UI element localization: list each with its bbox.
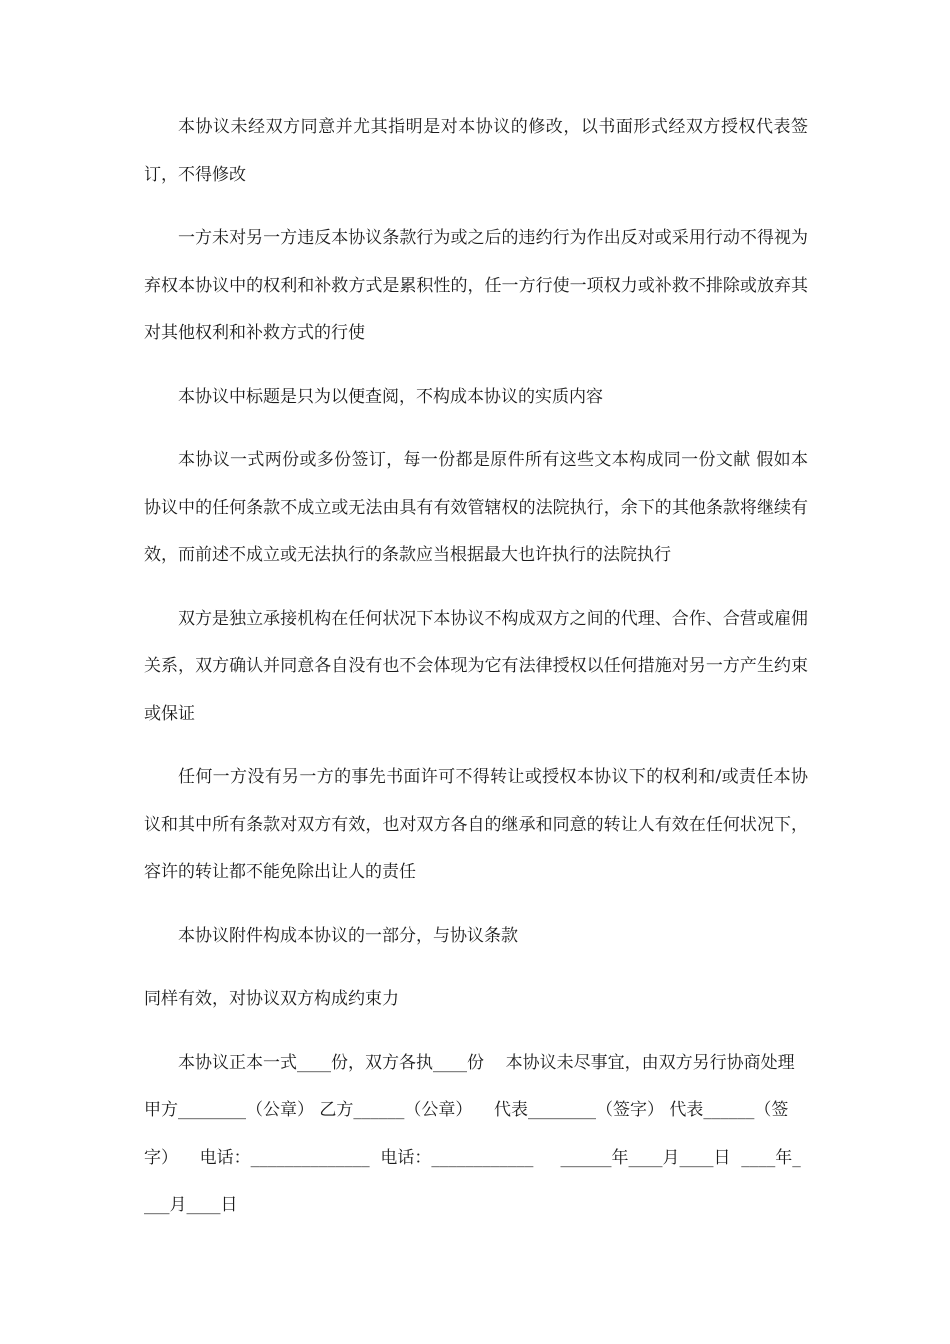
- clause-assignment: 任何一方没有另一方的事先书面许可不得转让或授权本协议下的权利和/或责任本协议和其中所有条款对双方有效，也对双方各自的继承和同意的转让人有效在任何状况下，容许的转让都不能免除出让人的责任: [144, 767, 808, 882]
- clause-headings: 本协议中标题是只为以便查阅，不构成本协议的实质内容: [178, 386, 603, 407]
- clause-annex: 本协议附件构成本协议的一部分，与协议条款: [178, 925, 518, 946]
- signature-block: 本协议正本一式____份，双方各执____份 本协议未尽事宜，由双方另行协商处理 甲方________（公章） 乙方______（公章） 代表________（签字） 代表______（签字） 电话：______________ 电话：____________ ______年____月____日 ____年____月____日: [144, 1052, 817, 1215]
- document-page: [144, 104, 817, 1230]
- clause-counterparts: 本协议一式两份或多份签订，每一份都是原件所有这些文本构成同一份文献 假如本协议中的任何条款不成立或无法由具有有效管辖权的法院执行，余下的其他条款将继续有效，而前述不成立或无法执行的条款应当根据最大也许执行的法院执行: [144, 450, 808, 565]
- clause-annex-continuation: 同样有效，对协议双方构成约束力: [144, 989, 399, 1009]
- clause-waiver: 一方未对另一方违反本协议条款行为或之后的违约行为作出反对或采用行动不得视为弃权本协议中的权利和补救方式是累积性的，任一方行使一项权力或补救不排除或放弃其对其他权利和补救方式的行使: [144, 228, 808, 343]
- clause-independent-parties: 双方是独立承接机构在任何状况下本协议不构成双方之间的代理、合作、合营或雇佣关系，双方确认并同意各自没有也不会体现为它有法律授权以任何措施对另一方产生约束或保证: [144, 608, 808, 724]
- clause-amendment: 本协议未经双方同意并尤其指明是对本协议的修改，以书面形式经双方授权代表签订，不得修改: [144, 117, 808, 185]
